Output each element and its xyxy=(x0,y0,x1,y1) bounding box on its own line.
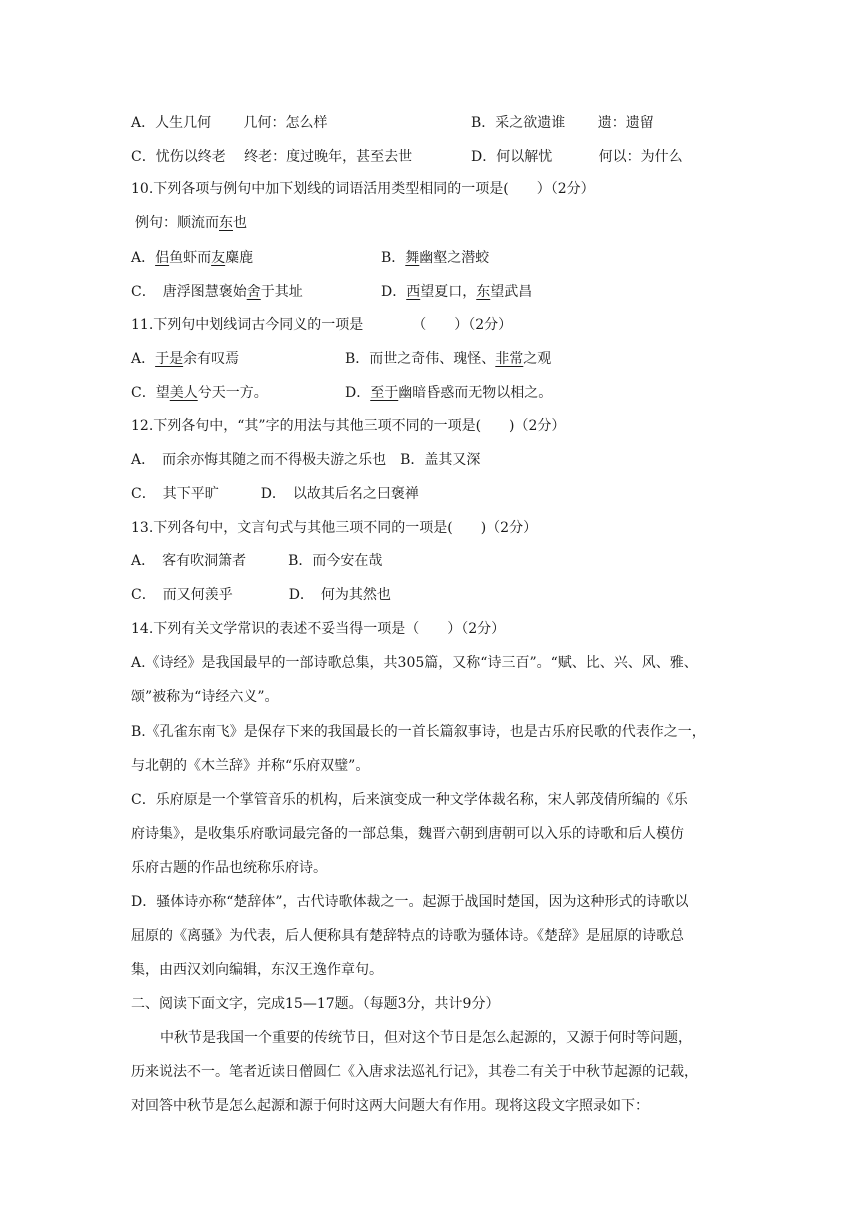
q13-options-cd: C． 而又何羡乎 D． 何为其然也 xyxy=(131,587,391,603)
q14-d-line-1: D．骚体诗亦称“楚辞体”，古代诗歌体裁之一。起源于战国时楚国，因为这种形式的诗歌以 xyxy=(131,894,689,910)
q11-d-prefix: D． xyxy=(345,385,371,401)
q11-stem: 11.下列句中划线词古今同义的一项是 （ ）（2分） xyxy=(131,317,513,333)
q11-c-underlined: 美人 xyxy=(169,385,198,401)
q10-b-underlined: 舞 xyxy=(405,250,420,266)
q10-c-prefix: C． 唐浮图慧褒始 xyxy=(131,284,247,300)
q10-d-post: 望武昌 xyxy=(490,284,533,300)
q10-option-a xyxy=(131,247,253,267)
q9-option-a: A．人生几何 几何：怎么样 xyxy=(131,115,328,131)
passage-line-3: 对回答中秋节是怎么起源和源于何时这两大问题大有作用。现将这段文字照录如下： xyxy=(131,1098,649,1114)
q10-example-prefix: 例句：顺流而 xyxy=(135,215,219,231)
q11-option-b xyxy=(345,348,551,368)
q10-option-c xyxy=(131,281,303,301)
q10-option-b xyxy=(381,247,489,267)
q14-b-line-1: B.《孔雀东南飞》是保存下来的我国最长的一首长篇叙事诗，也是古乐府民歌的代表作之一， xyxy=(131,724,706,740)
q12-options-ab: A． 而余亦悔其随之而不得极夫游之乐也 B．盖其又深 xyxy=(131,452,481,468)
passage-line-2: 历来说法不一。笔者近读日僧圆仁《入唐求法巡礼行记》，其卷二有关于中秋节起源的记载， xyxy=(131,1064,698,1080)
q14-d-line-2: 屈原的《离骚》为代表，后人便称具有楚辞特点的诗歌为骚体诗。《楚辞》是屈原的诗歌总 xyxy=(131,928,684,944)
q10-b-post: 幽壑之潜蛟 xyxy=(419,250,490,266)
q10-a-mid: 鱼虾而 xyxy=(169,250,212,266)
q10-a-prefix: A． xyxy=(131,250,156,266)
q9-option-b: B．采之欲遗谁 遗：遗留 xyxy=(471,115,654,131)
q11-b-post: 之观 xyxy=(523,351,552,367)
q14-a-line-1: A.《诗经》是我国最早的一部诗歌总集，共305篇，又称“诗三百”。“赋、比、兴、风、雅、 xyxy=(131,655,698,671)
q11-a-prefix: A． xyxy=(131,351,156,367)
q11-c-post: 兮天一方。 xyxy=(197,385,268,401)
q11-c-prefix: C．望 xyxy=(131,385,170,401)
q9-option-c: C．忧伤以终老 终老：度过晚年，甚至去世 xyxy=(131,149,413,165)
q10-d-mid: 望夏口， xyxy=(420,284,477,300)
q11-d-underlined: 至于 xyxy=(370,385,399,401)
passage-line-1: 中秋节是我国一个重要的传统节日，但对这个节日是怎么起源的，又源于何时等问题， xyxy=(160,1030,692,1046)
q14-c-line-2: 府诗集》，是收集乐府歌词最完备的一部总集，魏晋六朝到唐朝可以入乐的诗歌和后人模仿 xyxy=(131,826,684,842)
q10-d-prefix: D． xyxy=(381,284,407,300)
q14-b-line-2: 与北朝的《木兰辞》并称“乐府双璧”。 xyxy=(131,758,370,774)
q12-options-cd: C． 其下平旷 D． 以故其后名之曰褒禅 xyxy=(131,486,419,502)
section-2-heading: 二、阅读下面文字，完成15—17题。（每题3分，共计9分） xyxy=(131,996,500,1012)
q11-b-prefix: B．而世之奇伟、瑰怪、 xyxy=(345,351,496,367)
q11-d-post: 幽暗昏惑而无物以相之。 xyxy=(398,385,553,401)
q10-a-underlined-1: 侣 xyxy=(155,250,170,266)
q11-a-post: 余有叹焉 xyxy=(183,351,240,367)
q13-options-ab: A． 客有吹洞箫者 B．而今安在哉 xyxy=(131,553,383,569)
q11-option-a xyxy=(131,348,239,368)
q10-example xyxy=(135,213,247,233)
q10-example-suffix: 也 xyxy=(233,215,247,231)
q10-a-post: 麋鹿 xyxy=(225,250,254,266)
q11-b-underlined: 非常 xyxy=(495,351,524,367)
q9-option-d: D．何以解忧 何以：为什么 xyxy=(471,149,683,165)
q10-example-underlined: 东 xyxy=(219,215,233,231)
q11-option-c xyxy=(131,382,268,402)
q10-c-post: 于其址 xyxy=(260,284,303,300)
q10-d-underlined-1: 西 xyxy=(406,284,421,300)
q11-a-underlined: 于是 xyxy=(155,351,184,367)
q13-stem: 13.下列各句中，文言句式与其他三项不同的一项是( )（2分） xyxy=(131,520,538,536)
q14-c-line-1: C．乐府原是一个掌管音乐的机构，后来演变成一种文学体裁名称，宋人郭茂倩所编的《乐 xyxy=(131,792,688,808)
q10-stem: 10.下列各项与例句中加下划线的词语活用类型相同的一项是( ）（2分） xyxy=(131,181,595,197)
q14-d-line-3: 集，由西汉刘向编辑，东汉王逸作章句。 xyxy=(131,962,383,978)
q10-a-underlined-2: 友 xyxy=(211,250,226,266)
q14-a-line-2: 颂”被称为“诗经六义”。 xyxy=(131,689,279,705)
q14-c-line-3: 乐府古题的作品也统称乐府诗。 xyxy=(131,860,327,876)
q14-stem: 14.下列有关文学常识的表述不妥当得一项是（ ）（2分） xyxy=(131,621,506,637)
q10-option-d xyxy=(381,281,532,301)
q12-stem: 12.下列各句中，“其”字的用法与其他三项不同的一项是( )（2分） xyxy=(131,418,566,434)
q10-d-underlined-2: 东 xyxy=(476,284,491,300)
q10-b-prefix: B． xyxy=(381,250,406,266)
q10-c-underlined: 舍 xyxy=(246,284,261,300)
q11-option-d xyxy=(345,382,552,402)
